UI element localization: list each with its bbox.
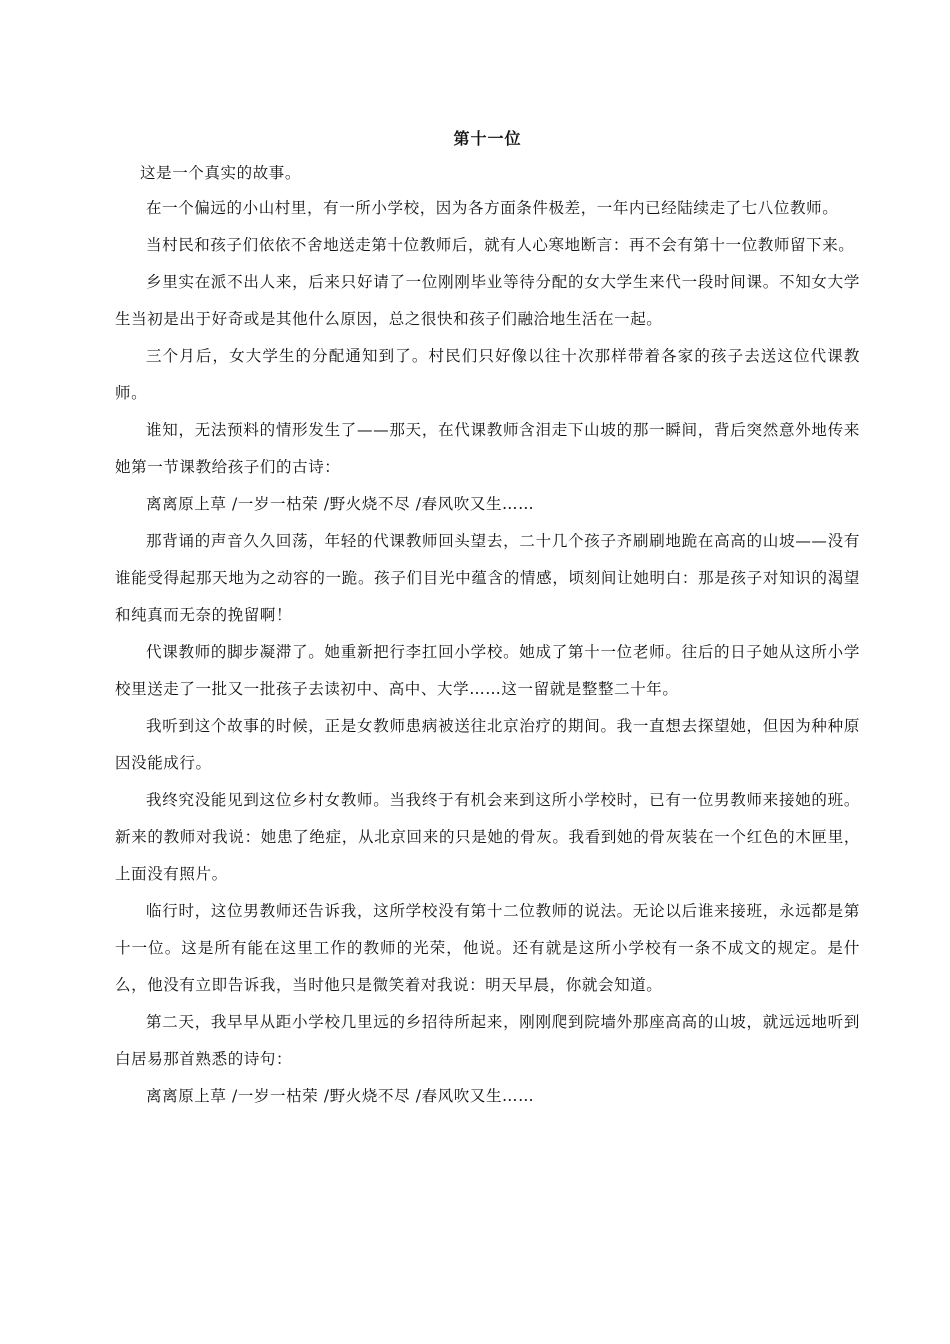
paragraph: 乡里实在派不出人来，后来只好请了一位刚刚毕业等待分配的女大学生来代一段时间课。不知女大学生当初是出于好奇或是其他什么原因，总之很快和孩子们融洽地生活在一起。 (115, 273, 860, 328)
paragraph: 谁知，无法预料的情形发生了——那天，在代课教师含泪走下山坡的那一瞬间，背后突然意外地传来她第一节课教给孩子们的古诗： (115, 421, 860, 476)
poem-line: 离离原上草 /一岁一枯荣 /野火烧不尽 /春风吹又生…… (146, 1087, 535, 1105)
paragraph: 临行时，这位男教师还告诉我，这所学校没有第十二位教师的说法。无论以后谁来接班，永远都是第十一位。这是所有能在这里工作的教师的光荣，他说。还有就是这所小学校有一条不成文的规定。是什么，他没有立即告诉我，当时他只是微笑着对我说：明天早晨，你就会知道。 (115, 902, 860, 994)
paragraph: 我终究没能见到这位乡村女教师。当我终于有机会来到这所小学校时，已有一位男教师来接她的班。新来的教师对我说：她患了绝症，从北京回来的只是她的骨灰。我看到她的骨灰装在一个红色的木匣里，上面没有照片。 (115, 791, 860, 883)
document-page (115, 118, 860, 1115)
paragraph: 那背诵的声音久久回荡，年轻的代课教师回头望去，二十几个孩子齐刷刷地跪在高高的山坡——没有谁能受得起那天地为之动容的一跪。孩子们目光中蕴含的情感，顷刻间让她明白：那是孩子对知识的渴望和纯真而无奈的挽留啊！ (115, 532, 860, 624)
paragraph: 在一个偏远的小山村里，有一所小学校，因为各方面条件极差，一年内已经陆续走了七八位教师。 (146, 199, 839, 217)
paragraph: 我听到这个故事的时候，正是女教师患病被送往北京治疗的期间。我一直想去探望她，但因为种种原因没能成行。 (115, 717, 860, 772)
poem-line: 离离原上草 /一岁一枯荣 /野火烧不尽 /春风吹又生…… (146, 495, 535, 513)
paragraph: 当村民和孩子们依依不舍地送走第十位教师后，就有人心寒地断言：再不会有第十一位教师留下来。 (146, 236, 855, 254)
page-title: 第十一位 (453, 129, 522, 148)
paragraph: 这是一个真实的故事。 (140, 164, 302, 182)
paragraph: 第二天，我早早从距小学校几里远的乡招待所起来，刚刚爬到院墙外那座高高的山坡，就远远地听到白居易那首熟悉的诗句： (115, 1013, 860, 1068)
paragraph: 三个月后，女大学生的分配通知到了。村民们只好像以往十次那样带着各家的孩子去送这位代课教师。 (115, 347, 860, 402)
paragraph: 代课教师的脚步凝滞了。她重新把行李扛回小学校。她成了第十一位老师。往后的日子她从这所小学校里送走了一批又一批孩子去读初中、高中、大学……这一留就是整整二十年。 (115, 643, 860, 698)
